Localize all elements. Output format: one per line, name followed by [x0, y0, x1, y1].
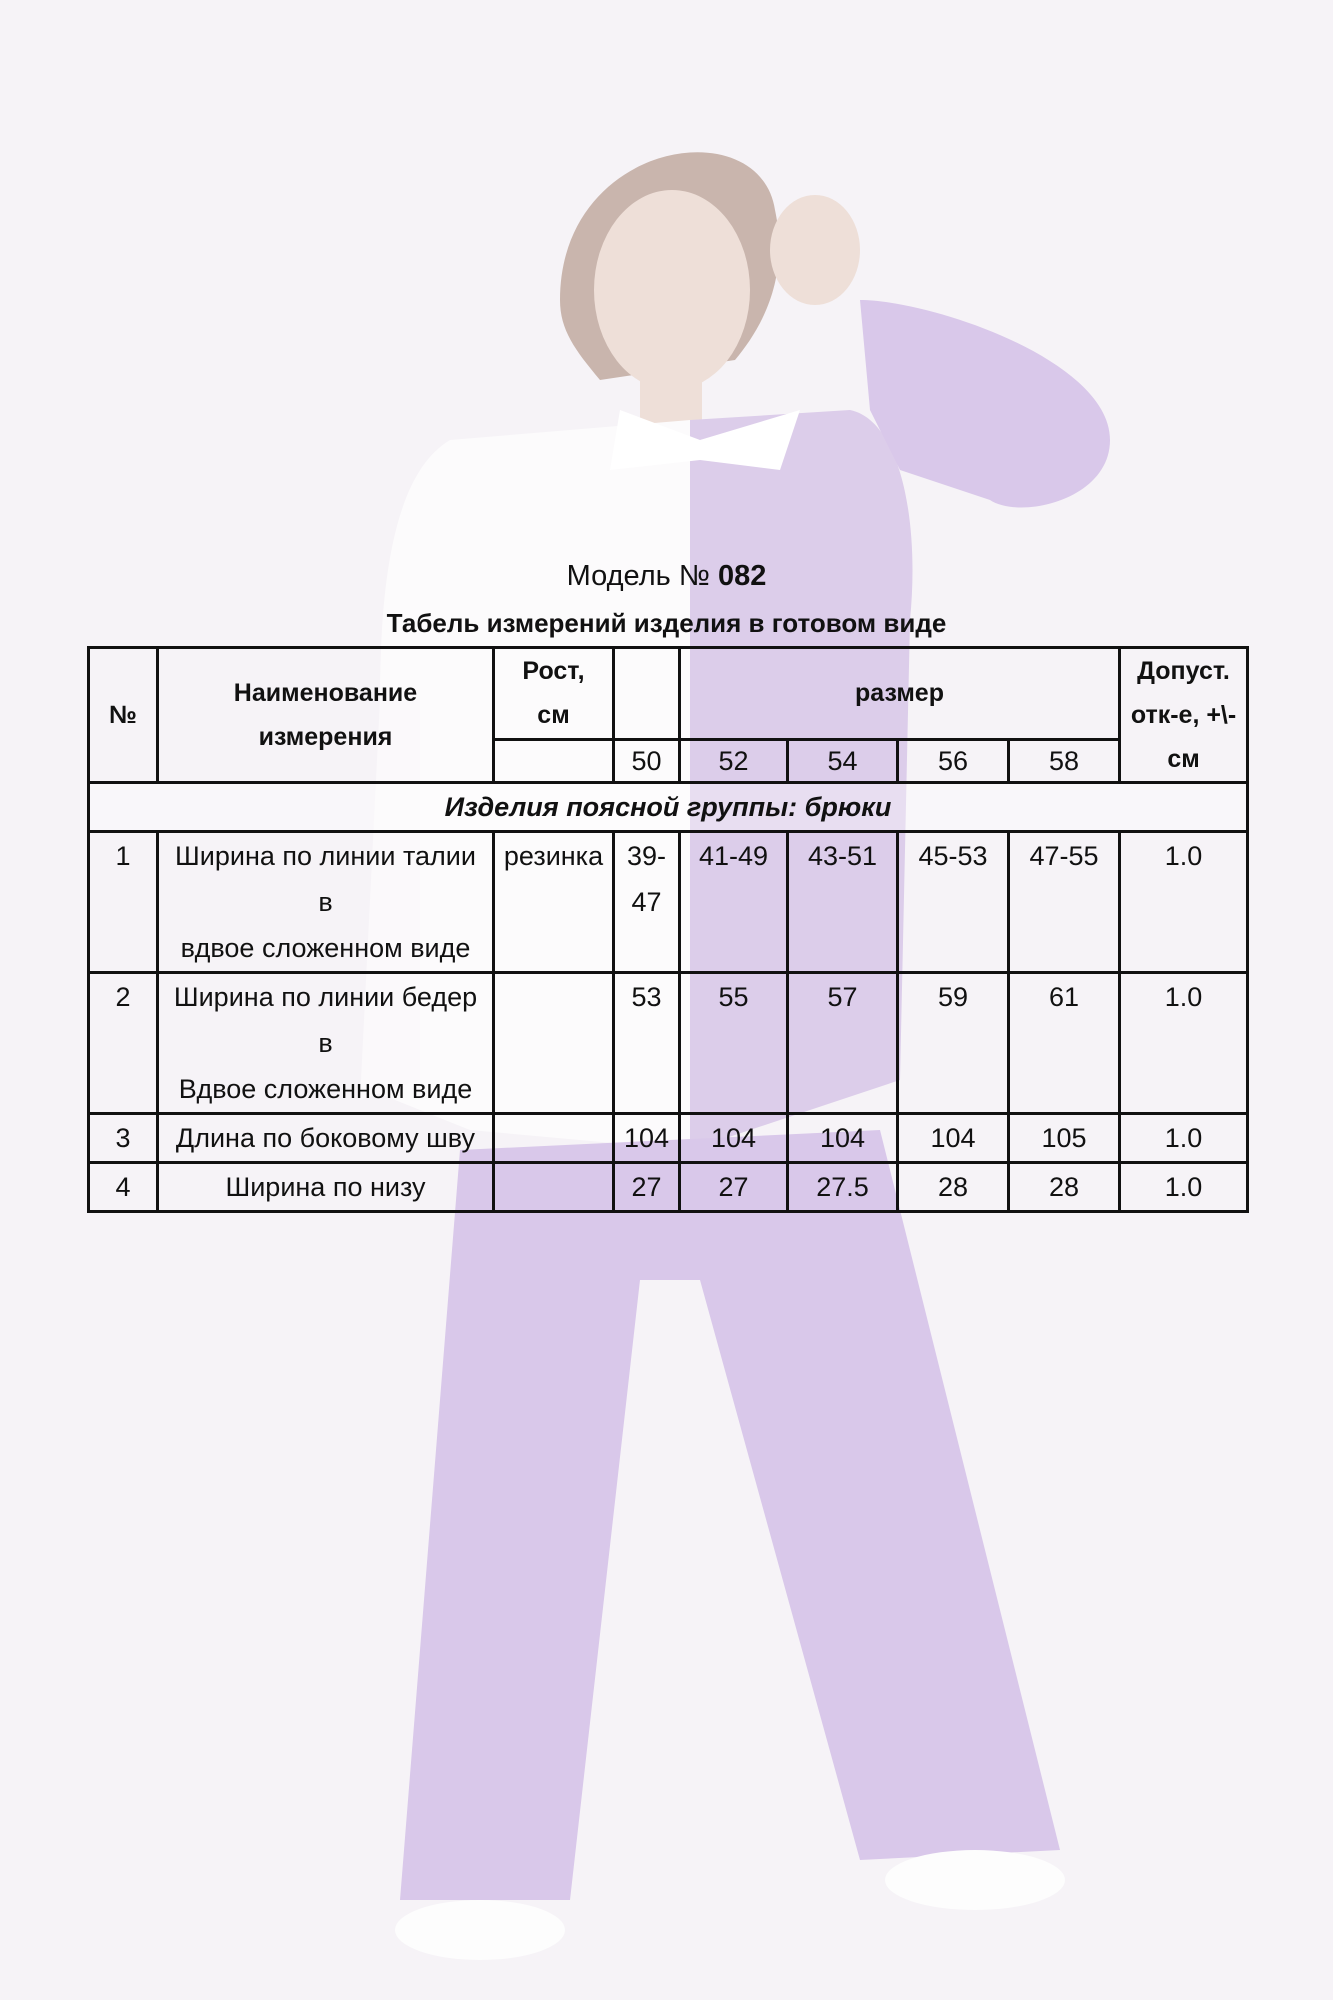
model-number: 082: [717, 560, 767, 592]
group-row: [89, 783, 1248, 832]
row-name-line: Ширина по линии бедер: [173, 982, 478, 1012]
row-name: Длина по боковому шву: [158, 1114, 494, 1163]
row-value: 105: [1009, 1114, 1120, 1163]
row-no: 4: [89, 1163, 158, 1212]
row-tol: 1.0: [1120, 1163, 1248, 1212]
table-header-row: [89, 648, 1248, 740]
row-value: 45-53: [898, 832, 1009, 973]
measurement-table: [87, 646, 1249, 1213]
row-rost: [494, 973, 614, 1114]
row-value: 104: [898, 1114, 1009, 1163]
row-value: 104: [614, 1114, 680, 1163]
row-name-line: в: [318, 887, 333, 917]
size-cell: 52: [680, 739, 788, 782]
trousers: [400, 1130, 1060, 1900]
col-name-header: Наименование измерения: [158, 648, 494, 783]
col-no-header: №: [89, 648, 158, 783]
row-no: 3: [89, 1114, 158, 1163]
row-value: 39-47: [614, 832, 680, 973]
row-value: 28: [1009, 1163, 1120, 1212]
size-cell: 56: [898, 739, 1009, 782]
table-row: [89, 973, 1248, 1114]
model-title: [0, 560, 1333, 593]
row-value: 104: [680, 1114, 788, 1163]
row-value: 104: [788, 1114, 898, 1163]
col-blank-header: [614, 648, 680, 740]
row-name-line: Вдвое сложенном виде: [178, 1074, 473, 1104]
row-name: Ширина по низу: [158, 1163, 494, 1212]
row-value: 59: [898, 973, 1009, 1114]
face-shape: [594, 190, 750, 390]
row-name-line: Ширина по линии талии: [175, 841, 476, 871]
table-title: Табель измерений изделия в готовом виде: [386, 608, 947, 638]
row-name: [158, 832, 494, 973]
size-cell: 50: [614, 739, 680, 782]
size-cell: 54: [788, 739, 898, 782]
row-tol: 1.0: [1120, 973, 1248, 1114]
row-value: 57: [788, 973, 898, 1114]
row-value: 27: [614, 1163, 680, 1212]
table-row: [89, 1114, 1248, 1163]
row-rost: [494, 1163, 614, 1212]
col-size-header: размер: [680, 648, 1120, 740]
row-value: 47-55: [1009, 832, 1120, 973]
row-tol: 1.0: [1120, 1114, 1248, 1163]
row-name-line: вдвое сложенном виде: [180, 933, 471, 963]
col-rost-header: Рост, см: [494, 648, 614, 740]
row-value: 61: [1009, 973, 1120, 1114]
row-value: 27: [680, 1163, 788, 1212]
group-label: Изделия поясной группы: брюки: [89, 783, 1248, 832]
table-row: [89, 832, 1248, 973]
row-no: 1: [89, 832, 158, 973]
row-value: 28: [898, 1163, 1009, 1212]
size-cell: 58: [1009, 739, 1120, 782]
row-tol: 1.0: [1120, 832, 1248, 973]
size-rost-blank: [494, 739, 614, 782]
table-row: [89, 1163, 1248, 1212]
row-rost: [494, 1114, 614, 1163]
row-value: 41-49: [680, 832, 788, 973]
row-name: [158, 973, 494, 1114]
row-no: 2: [89, 973, 158, 1114]
row-value: 55: [680, 973, 788, 1114]
row-rost: резинка: [494, 832, 614, 973]
row-name-line: в: [318, 1028, 333, 1058]
row-value: 43-51: [788, 832, 898, 973]
row-value: 27.5: [788, 1163, 898, 1212]
model-label: Модель №: [566, 560, 710, 592]
row-value: 53: [614, 973, 680, 1114]
col-tol-header: Допуст. отк-е, +\-см: [1120, 648, 1248, 783]
